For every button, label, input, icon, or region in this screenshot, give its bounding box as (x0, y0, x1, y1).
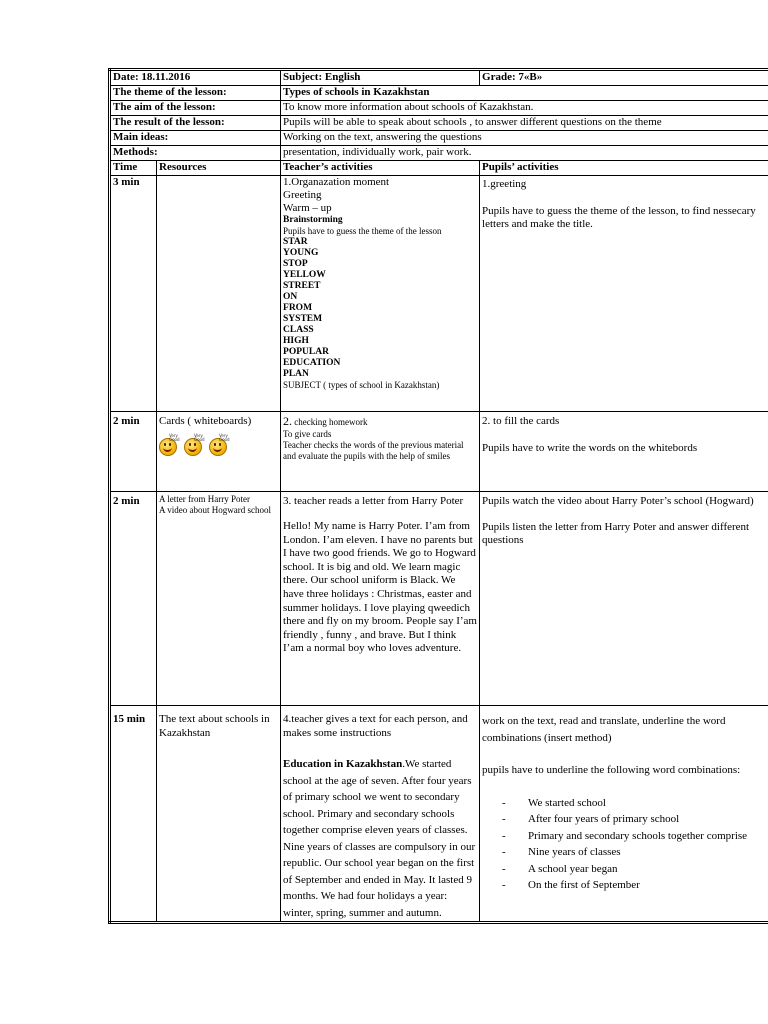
info-value: To know more information about schools of Kazakhstan. (281, 101, 768, 116)
resource-item: A video about Hogward school (159, 504, 271, 515)
resources-cell (157, 412, 281, 492)
brainstorm-word: FROM (283, 303, 313, 313)
brainstorm-word: STOP (283, 259, 308, 269)
info-value: Types of schools in Kazakhstan (281, 86, 768, 101)
teacher-cell (281, 412, 480, 492)
smiley-icon: Very Good (209, 434, 231, 454)
resources-text: Cards ( whiteboards) (159, 415, 252, 427)
brainstorm-word: SYSTEM (283, 314, 323, 324)
pupils-step: Pupils watch the video about Harry Poter’s school (Hogward) (482, 495, 754, 507)
info-row-methods (110, 146, 768, 161)
activity-row-2 (110, 412, 768, 492)
smiley-group (159, 434, 278, 454)
info-value: presentation, individually work, pair work. (281, 146, 768, 161)
lesson-plan-page (108, 68, 768, 924)
word-list (283, 237, 477, 380)
info-row-result (110, 116, 768, 131)
brainstorm-word: STREET (283, 281, 321, 291)
combo-list (482, 795, 768, 894)
teacher-line: Greeting (283, 189, 322, 201)
teacher-intro: 4.teacher gives a text for each person, and makes some instructions (283, 713, 468, 739)
subject-line: SUBJECT ( types of school in Kazakhstan) (283, 380, 440, 390)
teacher-intro: 3. teacher reads a letter from Harry Poter (283, 495, 464, 507)
brainstorm-word: POPULAR (283, 347, 329, 357)
brainstorm-word: STAR (283, 237, 308, 247)
teacher-cell (281, 706, 480, 923)
time-cell: 3 min (110, 176, 157, 412)
header-row (110, 70, 768, 86)
info-label: The theme of the lesson: (110, 86, 281, 101)
pupils-cell (480, 412, 768, 492)
step-number: 2. (283, 414, 293, 428)
pupils-cell (480, 176, 768, 412)
brainstorming-label: Brainstorming (283, 215, 343, 225)
education-text (283, 756, 477, 921)
pupils-text: Pupils listen the letter from Harry Poter and answer different questions (482, 520, 750, 547)
combo-item: - Primary and secondary schools together comprise (502, 828, 768, 845)
combo-item: - A school year began (502, 861, 768, 878)
info-label: Methods: (110, 146, 281, 161)
brainstorm-word: YOUNG (283, 248, 319, 258)
pupils-step: 1.greeting (482, 178, 527, 190)
time-cell: 2 min (110, 492, 157, 706)
resources-cell (157, 176, 281, 412)
brainstorm-word: PLAN (283, 369, 309, 379)
brainstorm-word: YELLOW (283, 270, 326, 280)
combo-item: - On the first of September (502, 877, 768, 894)
smiley-icon: Very Good (184, 434, 206, 454)
brainstorm-word: HIGH (283, 336, 309, 346)
info-value: Working on the text, answering the questions (281, 131, 768, 146)
info-label: The aim of the lesson: (110, 101, 281, 116)
subject-cell: Subject: English (281, 70, 480, 86)
teacher-cell (281, 176, 480, 412)
info-row-main-ideas (110, 131, 768, 146)
lesson-plan-table (108, 68, 768, 924)
combo-item: - We started school (502, 795, 768, 812)
harry-letter: Hello! My name is Harry Poter. I’am from London. I’am eleven. I have no parents but I have two good friends. We go to Hogward school. It is big and old. We learn magic there. Our school uniform is Black. We have three holidays : Christmas, easter and summer holidays. I love playing qweedich there and fly on my broom. People say I’am friendly , funny , and brave. But I think I’am a normal boy who loves adventure. (283, 520, 477, 655)
teacher-cell (281, 492, 480, 706)
pupils-text: Pupils have to guess the theme of the lesson, to find nessecary letters and make the title. (482, 205, 756, 230)
time-cell: 15 min (110, 706, 157, 923)
combo-item: - Nine years of classes (502, 844, 768, 861)
col-pupils: Pupils’ activities (480, 161, 768, 176)
info-row-aim (110, 101, 768, 116)
col-time: Time (110, 161, 157, 176)
col-teacher: Teacher’s activities (281, 161, 480, 176)
pupils-text: Pupils have to write the words on the whitebords (482, 442, 698, 454)
brainstorm-word: ON (283, 292, 298, 302)
combo-item: - After four years of primary school (502, 811, 768, 828)
info-value: Pupils will be able to speak about schools , to answer different questions on the theme (281, 116, 768, 131)
teacher-line: Teacher checks the words of the previous material and evaluate the pupils with the help of smiles (283, 440, 464, 461)
pupils-step: 2. to fill the cards (482, 415, 560, 427)
info-label: Main ideas: (110, 131, 281, 146)
activity-row-4 (110, 706, 768, 923)
date-cell: Date: 18.11.2016 (110, 70, 281, 86)
guess-note: Pupils have to guess the theme of the lesson (283, 226, 442, 236)
text-body: .We started school at the age of seven. After four years of primary school we went to secondary school. Primary and secondary schools together comprise eleven years of classes. Nine years of classes are compulsory in our republic. Our school year began on the first of September and ended in May. It lasted 9 months. We had four holidays a year: winter, spring, summer and autumn. (283, 758, 476, 919)
brainstorm-word: EDUCATION (283, 358, 341, 368)
activity-row-1 (110, 176, 768, 412)
pupils-cell (480, 706, 768, 923)
column-header-row (110, 161, 768, 176)
text-title: Education in Kazakhstan (283, 758, 403, 771)
resources-cell (157, 492, 281, 706)
resources-cell: The text about schools in Kazakhstan (157, 706, 281, 923)
teacher-line: To give cards (283, 429, 332, 439)
col-resources: Resources (157, 161, 281, 176)
pupils-step: work on the text, read and translate, underline the word combinations (insert method) (482, 715, 726, 744)
step-title: checking homework (292, 417, 368, 427)
pupils-cell (480, 492, 768, 706)
activity-row-3 (110, 492, 768, 706)
time-cell: 2 min (110, 412, 157, 492)
step-number: 1. (283, 176, 292, 188)
teacher-line: Warm – up (283, 202, 332, 214)
brainstorm-word: CLASS (283, 325, 314, 335)
info-label: The result of the lesson: (110, 116, 281, 131)
pupils-text: pupils have to underline the following word combinations: (482, 764, 741, 776)
resource-item: A letter from Harry Poter (159, 494, 250, 504)
step-title: Organazation moment (291, 176, 390, 188)
info-row-theme (110, 86, 768, 101)
grade-cell: Grade: 7«B» (480, 70, 768, 86)
smiley-icon: Very Good (159, 434, 181, 454)
